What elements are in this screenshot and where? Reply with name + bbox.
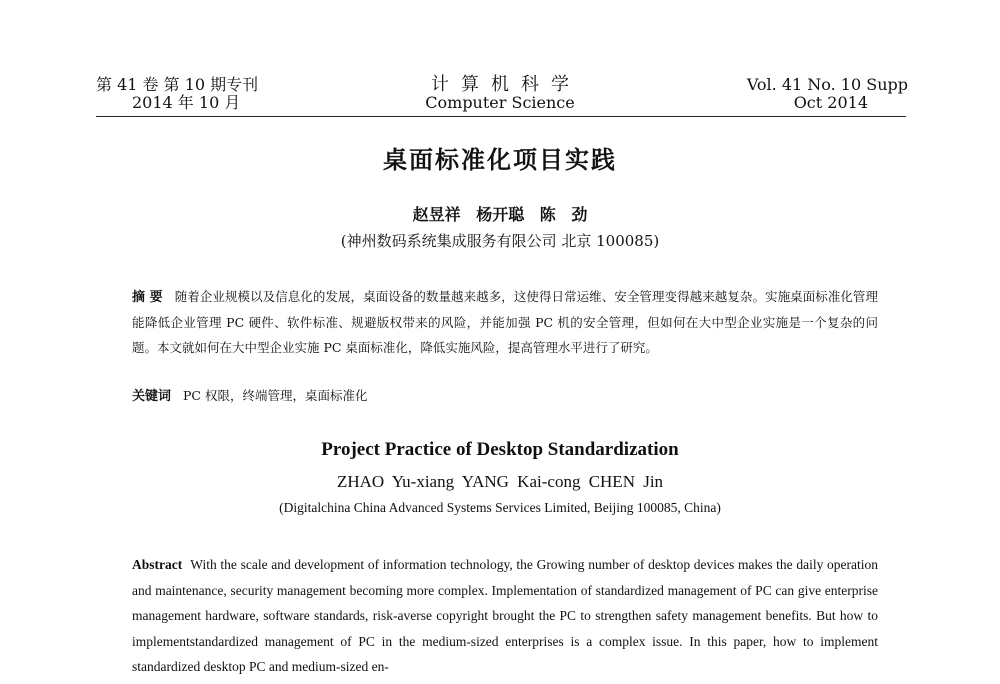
volume-issue-en: Vol. 41 No. 10 Supp (746, 75, 908, 94)
abstract-en (132, 552, 878, 680)
journal-name-en: Computer Science (425, 93, 575, 112)
affiliation-cn: (神州数码系统集成服务有限公司 北京 100085) (340, 232, 660, 250)
issue-date-cn: 2014 年 10 月 (132, 93, 241, 112)
header-divider (96, 116, 906, 117)
journal-issue-info-en (747, 76, 908, 112)
abstract-label-cn: 摘 要 (132, 290, 163, 305)
paper-title-cn: 桌面标准化项目实践 (383, 146, 617, 174)
volume-issue: 第 41 卷 第 10 期专刊 (96, 75, 259, 94)
authors-en: ZHAO Yu-xiang YANG Kai-cong CHEN Jin (336, 472, 664, 491)
abstract-label-en: Abstract (132, 557, 183, 572)
abstract-text-cn: 随着企业规模以及信息化的发展，桌面设备的数量越来越多，这使得日常运维、安全管理变得越来越复杂。实施桌面标准化管理能降低企业管理 PC 硬件、软件标准、规避版权带来的风险，并能加强 PC 机的安全管理，但如何在大中型企业实施是一个复杂的问题。本文就如何在大中型企业实施 PC 桌面标准化，降低实施风险，提高管理水平进行了研究。 (132, 289, 878, 355)
keywords-cn (132, 383, 878, 409)
journal-name-cn: 计算机科学 (431, 74, 581, 95)
abstract-text-en: With the scale and development of information technology, the Growing number of desktop devices makes the daily operation and maintenance, security management becoming more complex. Implementation of standardized management of PC can give enterprise management hardware, software standards, risk-averse copyright brought the PC to strengthen safety management benefits. But how to implementstandardized management of PC in the medium-sized enterprises is a complex issue. In this paper, how to implement standardized desktop PC and medium-sized en- (132, 557, 878, 674)
keywords-label-cn: 关键词 (132, 389, 172, 404)
abstract-cn (132, 284, 878, 360)
paper-title-en: Project Practice of Desktop Standardization (321, 439, 679, 460)
authors-cn: 赵昱祥 杨开聪 陈 劲 (412, 205, 588, 224)
keywords-text-cn: PC 权限，终端管理，桌面标准化 (183, 388, 368, 403)
issue-date-en: Oct 2014 (793, 93, 868, 112)
affiliation-en: (Digitalchina China Advanced Systems Services Limited, Beijing 100085, China) (279, 500, 721, 515)
